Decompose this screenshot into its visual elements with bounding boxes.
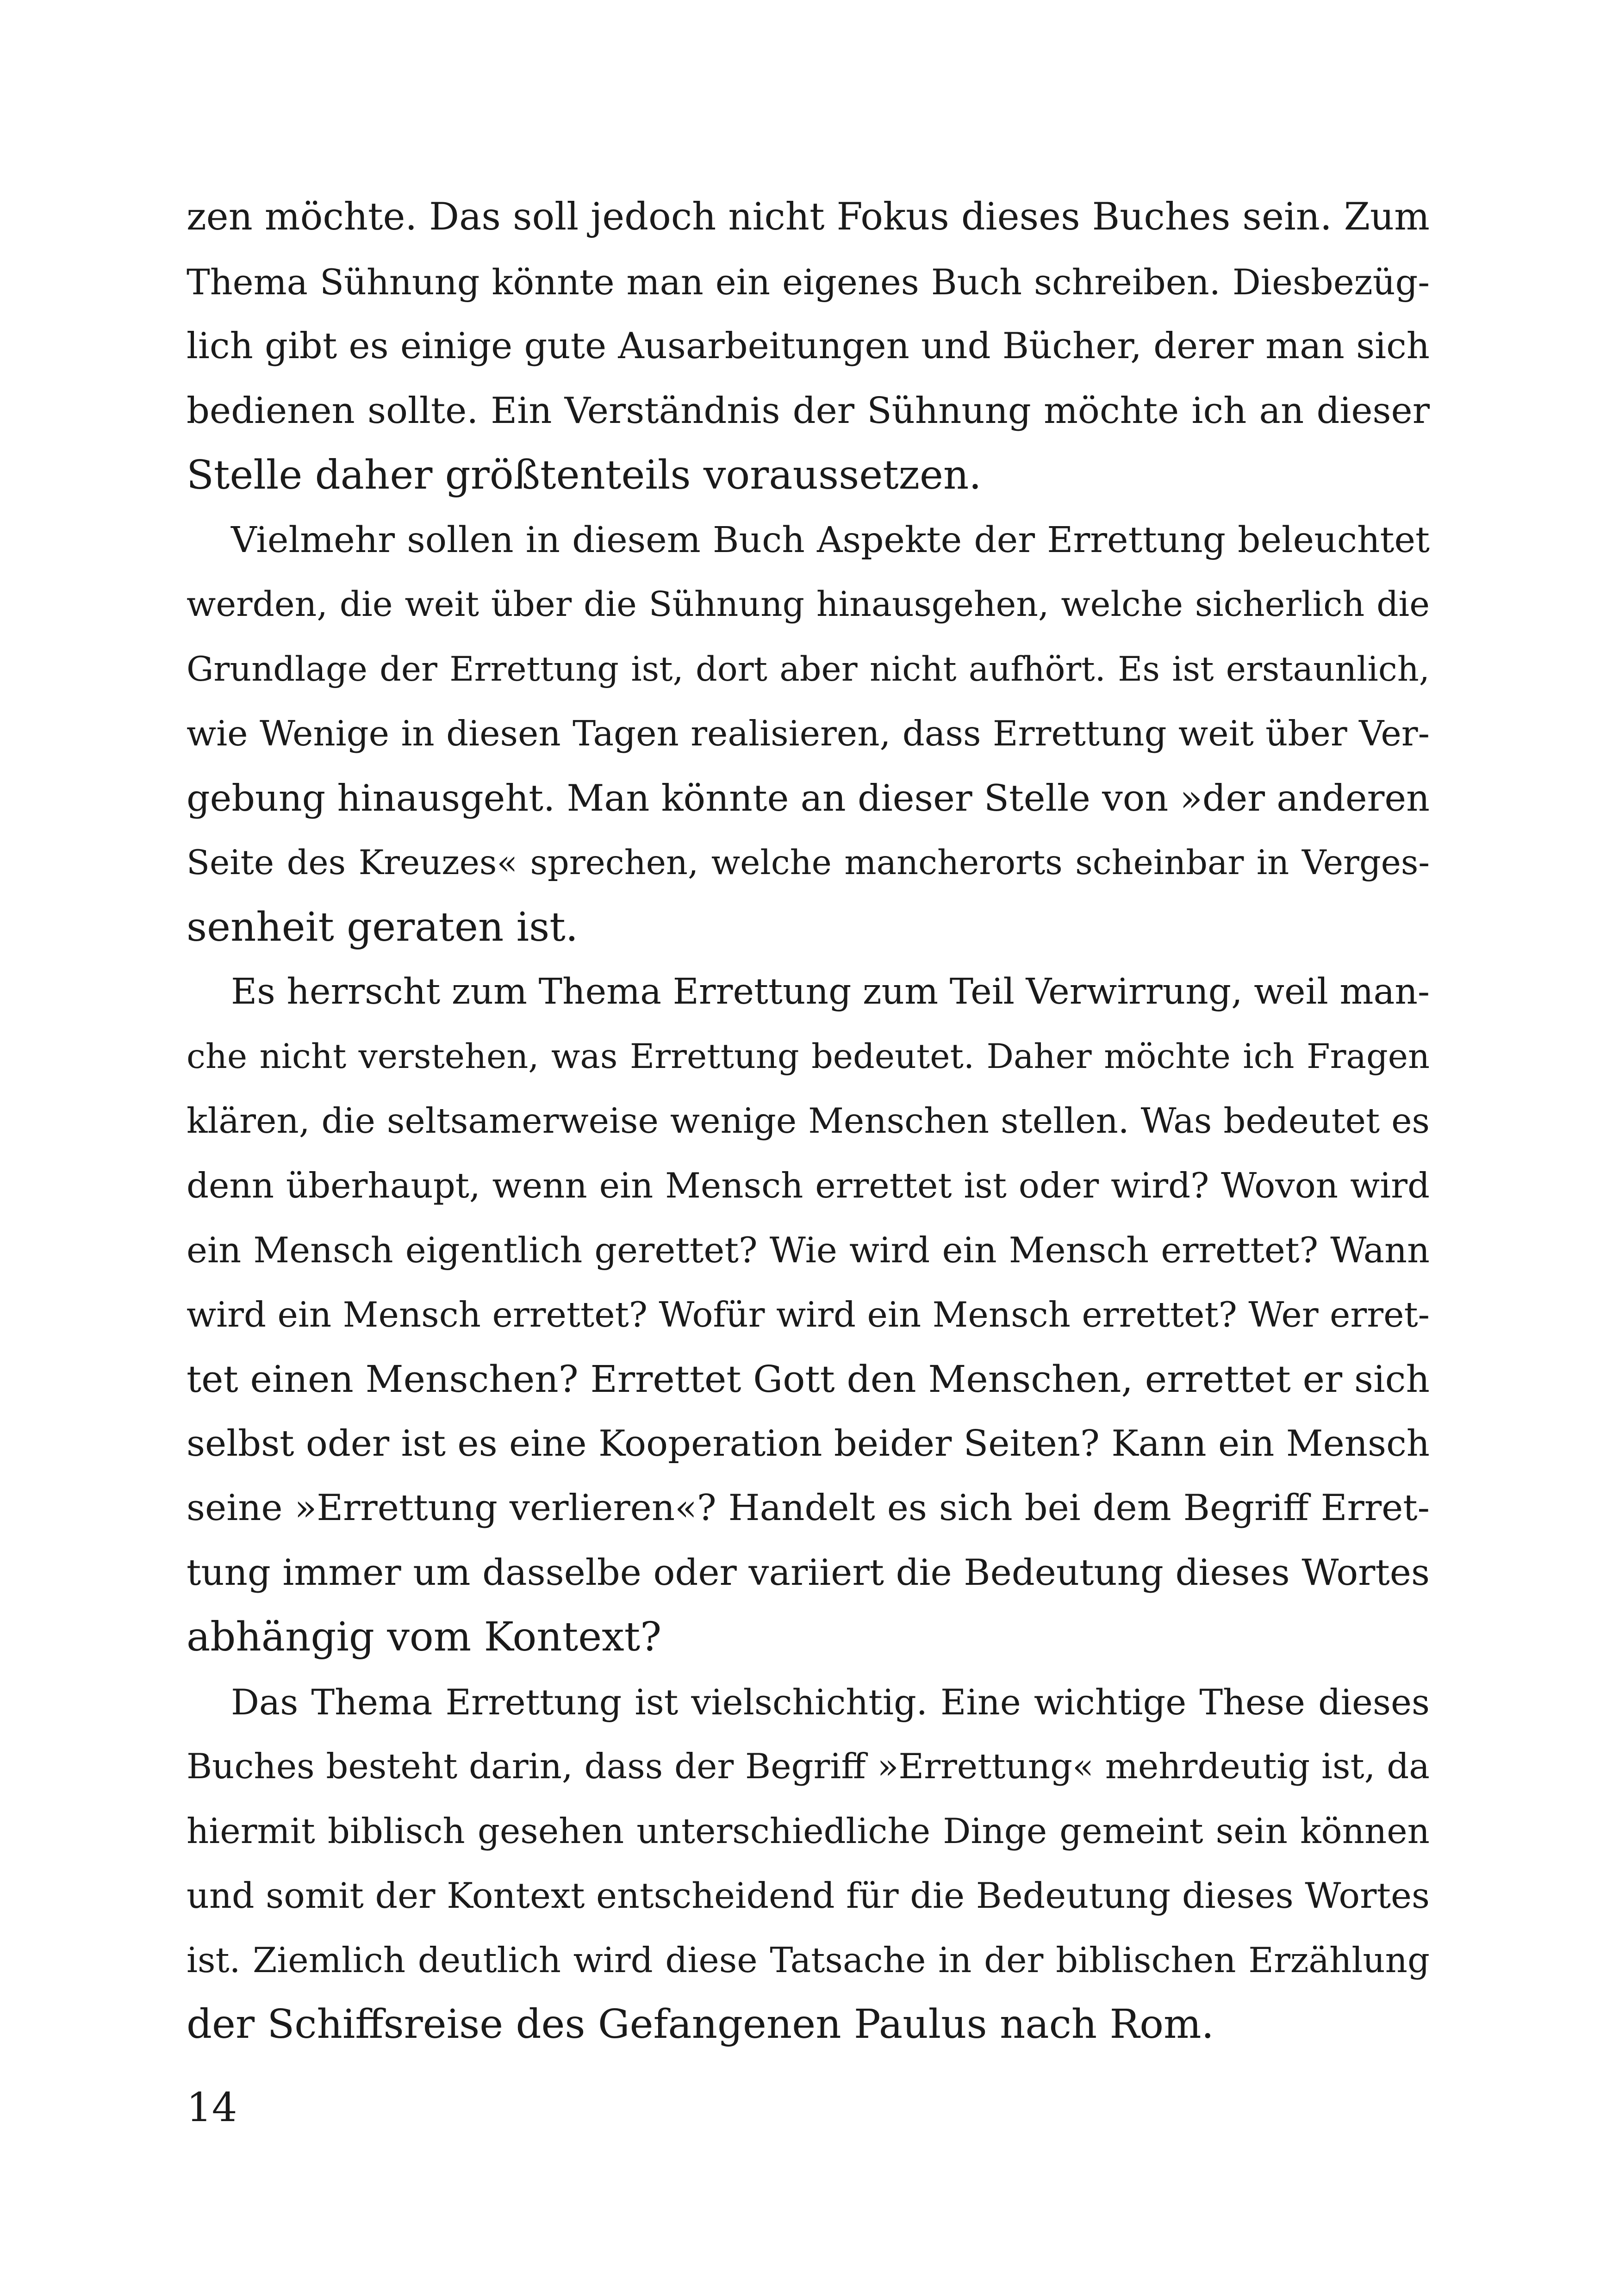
paragraph-4-line: und somit der Kontext entscheidend für die Bedeutung dieses Wortes (187, 1875, 1430, 1916)
paragraph-3-line: che nicht verstehen, was Errettung bedeutet. Daher möchte ich Fragen (187, 1036, 1430, 1076)
body-text (187, 185, 1430, 2057)
paragraph-3-line: Es herrscht zum Thema Errettung zum Teil Verwirrung, weil man- (231, 971, 1430, 1012)
paragraph-2-line: Grundlage der Errettung ist, dort aber nicht aufhört. Es ist erstaunlich, (187, 649, 1430, 689)
paragraph-1-line: zen möchte. Das soll jedoch nicht Fokus dieses Buches sein. Zum (187, 195, 1430, 239)
paragraph-4-line: der Schiffsreise des Gefangenen Paulus nach Rom. (187, 2001, 1214, 2048)
paragraph-1-line: bedienen sollte. Ein Verständnis der Sühnung möchte ich an dieser (187, 390, 1430, 432)
paragraph-2-line: Vielmehr sollen in diesem Buch Aspekte der Errettung beleuchtet (231, 519, 1430, 561)
paragraph-3-line: wird ein Mensch errettet? Wofür wird ein Mensch errettet? Wer erret- (187, 1294, 1430, 1335)
paragraph-3-line: tung immer um dasselbe oder variiert die Bedeutung dieses Wortes (187, 1551, 1430, 1594)
paragraph-1-line: lich gibt es einige gute Ausarbeitungen und Bücher, derer man sich (187, 325, 1430, 367)
paragraph-4-line: Buches besteht darin, dass der Begriff »Errettung« mehrdeutig ist, da (187, 1746, 1430, 1787)
paragraph-3-line: tet einen Menschen? Errettet Gott den Menschen, errettet er sich (187, 1358, 1430, 1401)
paragraph-3-line: denn überhaupt, wenn ein Mensch errettet ist oder wird? Wovon wird (187, 1165, 1430, 1206)
page-number: 14 (187, 2085, 237, 2131)
paragraph-4-line: hiermit biblisch gesehen unterschiedliche Dinge gemeint sein können (187, 1810, 1430, 1851)
paragraph-1-line: Thema Sühnung könnte man ein eigenes Buch schreiben. Diesbezüg- (187, 261, 1430, 303)
paragraph-3-line: selbst oder ist es eine Kooperation beider Seiten? Kann ein Mensch (187, 1422, 1430, 1464)
paragraph-3-line: klären, die seltsamerweise wenige Menschen stellen. Was bedeutet es (187, 1100, 1430, 1141)
paragraph-2-line: wie Wenige in diesen Tagen realisieren, dass Errettung weit über Ver- (187, 713, 1430, 754)
paragraph-2-line: gebung hinausgeht. Man könnte an dieser Stelle von »der anderen (187, 776, 1430, 819)
paragraph-4-line: ist. Ziemlich deutlich wird diese Tatsache in der biblischen Erzählung (187, 1939, 1430, 1980)
paragraph-4-line: Das Thema Errettung ist vielschichtig. Eine wichtige These dieses (231, 1681, 1430, 1723)
paragraph-1-line: Stelle daher größtenteils voraussetzen. (187, 452, 982, 498)
paragraph-3-line: ein Mensch eigentlich gerettet? Wie wird ein Mensch errettet? Wann (187, 1229, 1430, 1271)
paragraph-3-line: abhängig vom Kontext? (187, 1614, 662, 1660)
paragraph-3-line: seine »Errettung verlieren«? Handelt es sich bei dem Begriff Erret- (187, 1487, 1430, 1529)
paragraph-2-line: Seite des Kreuzes« sprechen, welche mancherorts scheinbar in Verges- (187, 843, 1430, 882)
paragraph-2-line: senheit geraten ist. (187, 904, 579, 950)
paragraph-2-line: werden, die weit über die Sühnung hinausgehen, welche sicherlich die (187, 584, 1430, 624)
